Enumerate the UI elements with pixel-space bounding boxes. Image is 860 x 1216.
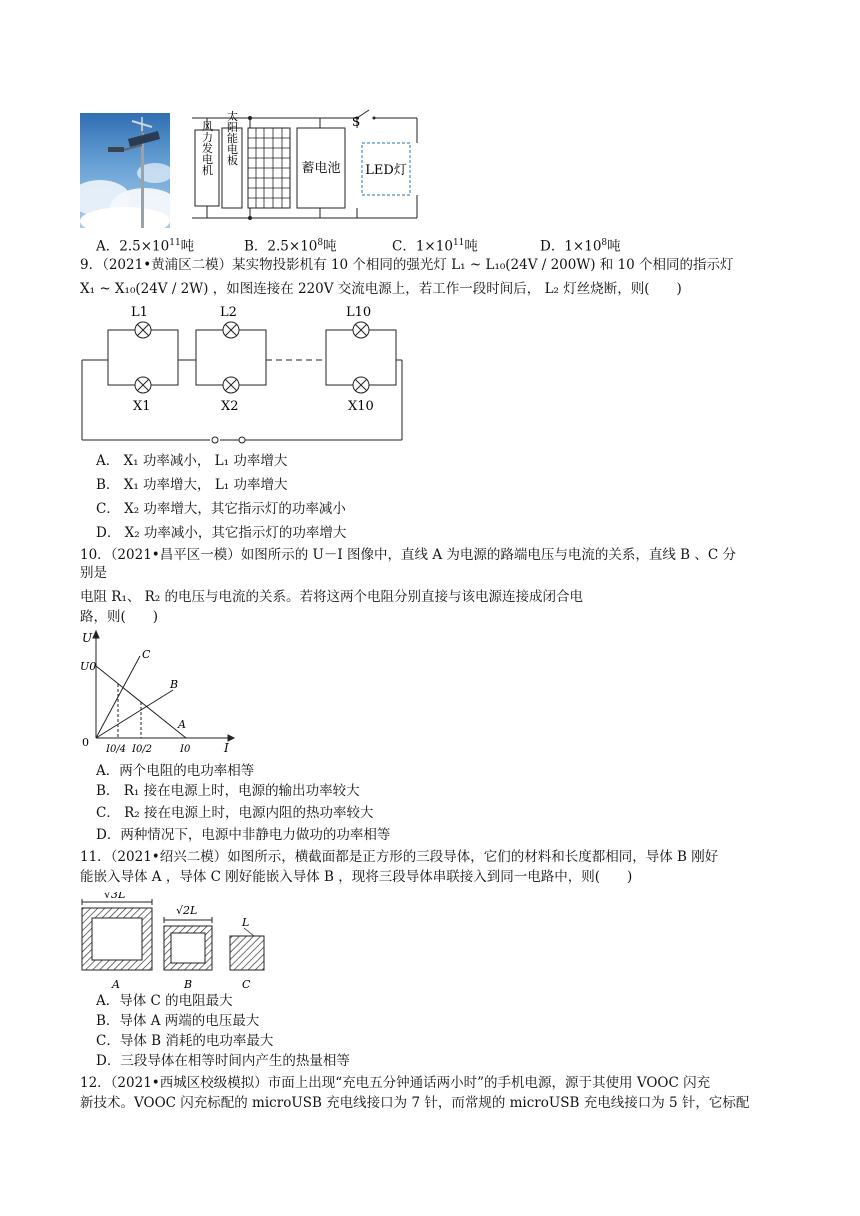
q8-option-c[interactable]: C．$1\times 10^{11}$吨 [392, 238, 478, 255]
lamp-x1-label: X1 [133, 399, 151, 414]
q9-option-a[interactable]: A． X₁ 功率减小， L₁ 功率增大 [96, 453, 288, 469]
q8-option-d[interactable]: D．$1\times 10^8$吨 [540, 238, 621, 255]
line-c-label: C [142, 648, 151, 661]
tick-i0: I0 [180, 744, 191, 755]
lamp-l10-label: L10 [346, 305, 372, 320]
origin-label: 0 [82, 736, 89, 749]
q10-stem-line2: 别是 [80, 565, 107, 581]
q11-stem-line1: 11．（2021•绍兴二模）如图所示，横截面都是正方形的三段导体，它们的材料和长度都相同，导体 B 刚好 [80, 849, 719, 865]
axis-u-label: U [82, 631, 93, 645]
q9-option-b[interactable]: B． X₁ 功率增大， L₁ 功率增大 [96, 477, 288, 493]
battery-label: 蓄电池 [301, 161, 341, 176]
wind-generator-label: 风力发电机 [200, 120, 214, 176]
lamp-l2-label: L2 [220, 305, 237, 320]
q11-stem-line2: 能嵌入导体 A ，导体 C 刚好能嵌入导体 B ，现将三段导体串联接入到同一电路中，则( ) [80, 869, 633, 885]
q10-option-b[interactable]: B． R₁ 接在电源上时，电源的输出功率较大 [96, 783, 360, 799]
line-b-label: B [170, 678, 179, 691]
axis-i-label: I [224, 741, 229, 755]
q10-option-d[interactable]: D．两种情况下，电源中非静电力做功的功率相等 [96, 827, 391, 843]
ui-graph [78, 628, 238, 760]
lamp-circuit-diagram [78, 300, 408, 446]
led-lamp-label: LED灯 [365, 163, 407, 178]
dim-b-label: √2L [176, 904, 198, 917]
lamp-x2-label: X2 [221, 399, 239, 414]
u0-label: U0 [80, 660, 97, 673]
conductor-b-label: B [184, 978, 193, 991]
q9-stem-line2: X₁ ~ X₁₀(24V / 2W) ，如图连接在 220V 交流电源上，若工作一段时间后， L₂ 灯丝烧断，则( ) [80, 281, 682, 297]
switch-label: S [352, 115, 361, 129]
q10-option-a[interactable]: A．两个电阻的电功率相等 [96, 763, 255, 779]
solar-panel-label: 太阳能电板 [225, 110, 239, 166]
q8-option-a[interactable]: A．$2.5\times 10^{11}$吨 [96, 238, 195, 255]
conductor-c-label: C [242, 978, 251, 991]
solar-wind-circuit-diagram [182, 108, 427, 228]
q9-stem-line1: 9．（2021•黄浦区二模）某实物投影机有 10 个相同的强光灯 L₁ ~ L₁₀(24V / 200W) 和 10 个相同的指示灯 [80, 257, 734, 273]
line-a-label: A [178, 718, 186, 731]
q8-option-b[interactable]: B．$2.5\times 10^8$吨 [244, 238, 337, 255]
tick-i0-half: I0/2 [132, 744, 153, 755]
q11-option-d[interactable]: D．三段导体在相等时间内产生的热量相等 [96, 1053, 350, 1069]
q9-option-c[interactable]: C． X₂ 功率增大，其它指示灯的功率减小 [96, 501, 346, 517]
q10-option-c[interactable]: C． R₂ 接在电源上时，电源内阻的热功率较大 [96, 805, 374, 821]
lamp-l1-label: L1 [131, 305, 148, 320]
lamp-x10-label: X10 [348, 399, 374, 414]
tick-i0-quarter: I0/4 [106, 744, 127, 755]
q11-option-a[interactable]: A．导体 C 的电阻最大 [96, 993, 233, 1009]
streetlight-photo [80, 113, 170, 228]
conductor-a-label: A [112, 978, 120, 991]
q12-stem-line2: 新技术。VOOC 闪充标配的 microUSB 充电线接口为 7 针，而常规的 microUSB 充电线接口为 5 针，它标配 [80, 1095, 750, 1111]
q10-stem-line3: 电阻 R₁、 R₂ 的电压与电流的关系。若将这两个电阻分别直接与该电源连接成闭合电 [80, 589, 584, 605]
q10-stem-line1: 10．（2021•昌平区一模）如图所示的 U－I 图像中，直线 A 为电源的路端电压与电流的关系，直线 B 、C 分 [80, 547, 736, 563]
q11-option-c[interactable]: C．导体 B 消耗的电功率最大 [96, 1033, 274, 1049]
dim-a-label: √3L [104, 892, 126, 901]
conductor-cross-sections [78, 892, 288, 992]
q10-stem-line4: 路，则( ) [80, 609, 159, 625]
dim-c-label: L [242, 916, 250, 929]
q12-stem-line1: 12．（2021•西城区校级模拟）市面上出现“充电五分钟通话两小时”的手机电源，源于其使用 VOOC 闪充 [80, 1075, 711, 1091]
q11-option-b[interactable]: B．导体 A 两端的电压最大 [96, 1013, 260, 1029]
q9-option-d[interactable]: D． X₂ 功率减小，其它指示灯的功率增大 [96, 525, 347, 541]
